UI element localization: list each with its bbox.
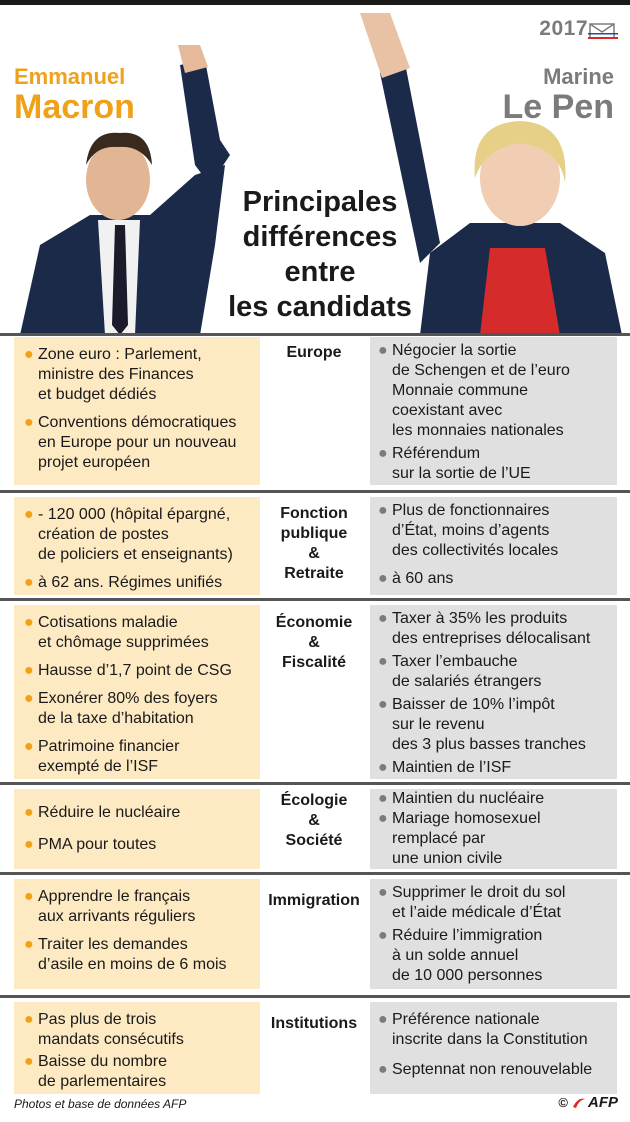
list-item: ● Traiter les demandes d’asile en moins de 6 mois — [24, 936, 227, 973]
bullet-icon: ● — [24, 738, 34, 755]
list-item: ● Exonérer 80% des foyers de la taxe d’habitation — [24, 690, 218, 727]
list-item: ● Septennat non renouvelable — [378, 1061, 593, 1078]
bullet-icon: ● — [24, 346, 34, 363]
bullet-icon: ● — [24, 804, 34, 821]
section-divider — [0, 490, 630, 493]
header — [0, 5, 630, 335]
bullet-icon: ● — [378, 810, 388, 827]
year-label: 2017 — [539, 17, 588, 40]
lepen-last-name: Le Pen — [502, 88, 614, 126]
bullet-icon: ● — [378, 445, 388, 462]
list-item: ● Apprendre le français aux arrivants réguliers — [24, 888, 196, 925]
section-divider — [0, 782, 630, 785]
bullet-icon: ● — [24, 1053, 34, 1070]
list-item: ● Maintien de l’ISF — [378, 759, 512, 776]
agency-name: AFP — [588, 1094, 618, 1111]
bullet-icon: ● — [378, 759, 388, 776]
topic-label: Europe — [286, 344, 342, 361]
afp-logo — [558, 1094, 618, 1111]
list-item: ● Référendum sur la sortie de l’UE — [378, 445, 531, 482]
bullet-icon: ● — [24, 690, 34, 707]
bullet-icon: ● — [378, 610, 388, 627]
bullet-icon: ● — [378, 696, 388, 713]
list-item: ● Pas plus de trois mandats consécutifs — [24, 1011, 184, 1048]
list-item: ● à 60 ans — [378, 570, 454, 587]
macron-column — [14, 879, 260, 989]
bullet-icon: ● — [24, 614, 34, 631]
list-item: ● Baisser de 10% l’impôt sur le revenu des 3 plus basses tranches — [378, 696, 586, 753]
ballot-envelope-icon — [588, 18, 618, 40]
bullet-icon: ● — [378, 502, 388, 519]
copyright-symbol: © — [558, 1095, 568, 1110]
section-divider — [0, 333, 630, 336]
lepen-first-name: Marine — [543, 64, 614, 89]
bullet-icon: ● — [24, 662, 34, 679]
list-item: ● Maintien du nucléaire — [378, 790, 545, 807]
bullet-icon: ● — [378, 1061, 388, 1078]
macron-column — [14, 497, 260, 595]
macron-column — [14, 789, 260, 869]
bullet-icon: ● — [378, 884, 388, 901]
macron-column — [14, 605, 260, 779]
list-item: ● Taxer l’embauche de salariés étrangers — [378, 653, 542, 690]
macron-last-name: Macron — [14, 88, 135, 126]
list-item: ● Baisse du nombre de parlementaires — [24, 1053, 167, 1090]
list-item: ● à 62 ans. Régimes unifiés — [24, 574, 223, 591]
bullet-icon: ● — [378, 653, 388, 670]
bullet-icon: ● — [378, 790, 388, 807]
topic-label: Institutions — [270, 1015, 358, 1032]
bullet-icon: ● — [24, 1011, 34, 1028]
macron-first-name: Emmanuel — [14, 64, 126, 89]
list-item: ● PMA pour toutes — [24, 836, 157, 853]
bullet-icon: ● — [378, 1011, 388, 1028]
list-item: ● Conventions démocratiques en Europe pour un nouveau projet européen — [24, 414, 237, 471]
list-item: ● Préférence nationale inscrite dans la Constitution — [378, 1011, 588, 1048]
list-item: ● - 120 000 (hôpital épargné, création de postes de policiers et enseignants) — [24, 506, 233, 563]
page-title-text: Principales différences entre les candidats — [228, 186, 412, 323]
list-item: ● Négocier la sortie de Schengen et de l’euro Monnaie commune coexistant avec les monnaies nationales — [378, 342, 570, 439]
topic-label: Immigration — [268, 892, 360, 909]
macron-column — [14, 1002, 260, 1094]
bullet-icon: ● — [378, 570, 388, 587]
photo-credit: Photos et base de données AFP — [14, 1097, 187, 1111]
section-divider — [0, 598, 630, 601]
list-item: ● Hausse d’1,7 point de CSG — [24, 662, 232, 679]
bullet-icon: ● — [24, 506, 34, 523]
section-divider — [0, 995, 630, 998]
list-item: ● Mariage homosexuel remplacé par une union civile — [378, 810, 541, 867]
bullet-icon: ● — [24, 888, 34, 905]
list-item: ● Taxer à 35% les produits des entreprises délocalisant — [378, 610, 591, 647]
topic-label: Fonction publique & Retraite — [280, 505, 348, 582]
topic-label: Écologie & Société — [280, 792, 348, 849]
lepen-column — [370, 605, 617, 779]
list-item: ● Réduire le nucléaire — [24, 804, 181, 821]
page-title — [200, 185, 440, 325]
bullet-icon: ● — [24, 836, 34, 853]
section-divider — [0, 872, 630, 875]
list-item: ● Réduire l’immigration à un solde annuel de 10 000 personnes — [378, 927, 543, 984]
lepen-column — [370, 337, 617, 485]
lepen-column — [370, 497, 617, 595]
bullet-icon: ● — [24, 414, 34, 431]
lepen-column — [370, 789, 617, 869]
lepen-column — [370, 879, 617, 989]
list-item: ● Patrimoine financier exempté de l’ISF — [24, 738, 180, 775]
bullet-icon: ● — [378, 342, 388, 359]
year-badge — [539, 17, 618, 41]
list-item: ● Zone euro : Parlement, ministre des Finances et budget dédiés — [24, 346, 202, 403]
lepen-column — [370, 1002, 617, 1094]
bullet-icon: ● — [24, 936, 34, 953]
list-item: ● Plus de fonctionnaires d’État, moins d’agents des collectivités locales — [378, 502, 559, 559]
bullet-icon: ● — [24, 574, 34, 591]
topic-label: Économie & Fiscalité — [275, 614, 353, 671]
bullet-icon: ● — [378, 927, 388, 944]
list-item: ● Supprimer le droit du sol et l’aide médicale d’État — [378, 884, 566, 921]
afp-swoosh-icon — [572, 1097, 586, 1109]
list-item: ● Cotisations maladie et chômage supprimées — [24, 614, 209, 651]
macron-column — [14, 337, 260, 485]
